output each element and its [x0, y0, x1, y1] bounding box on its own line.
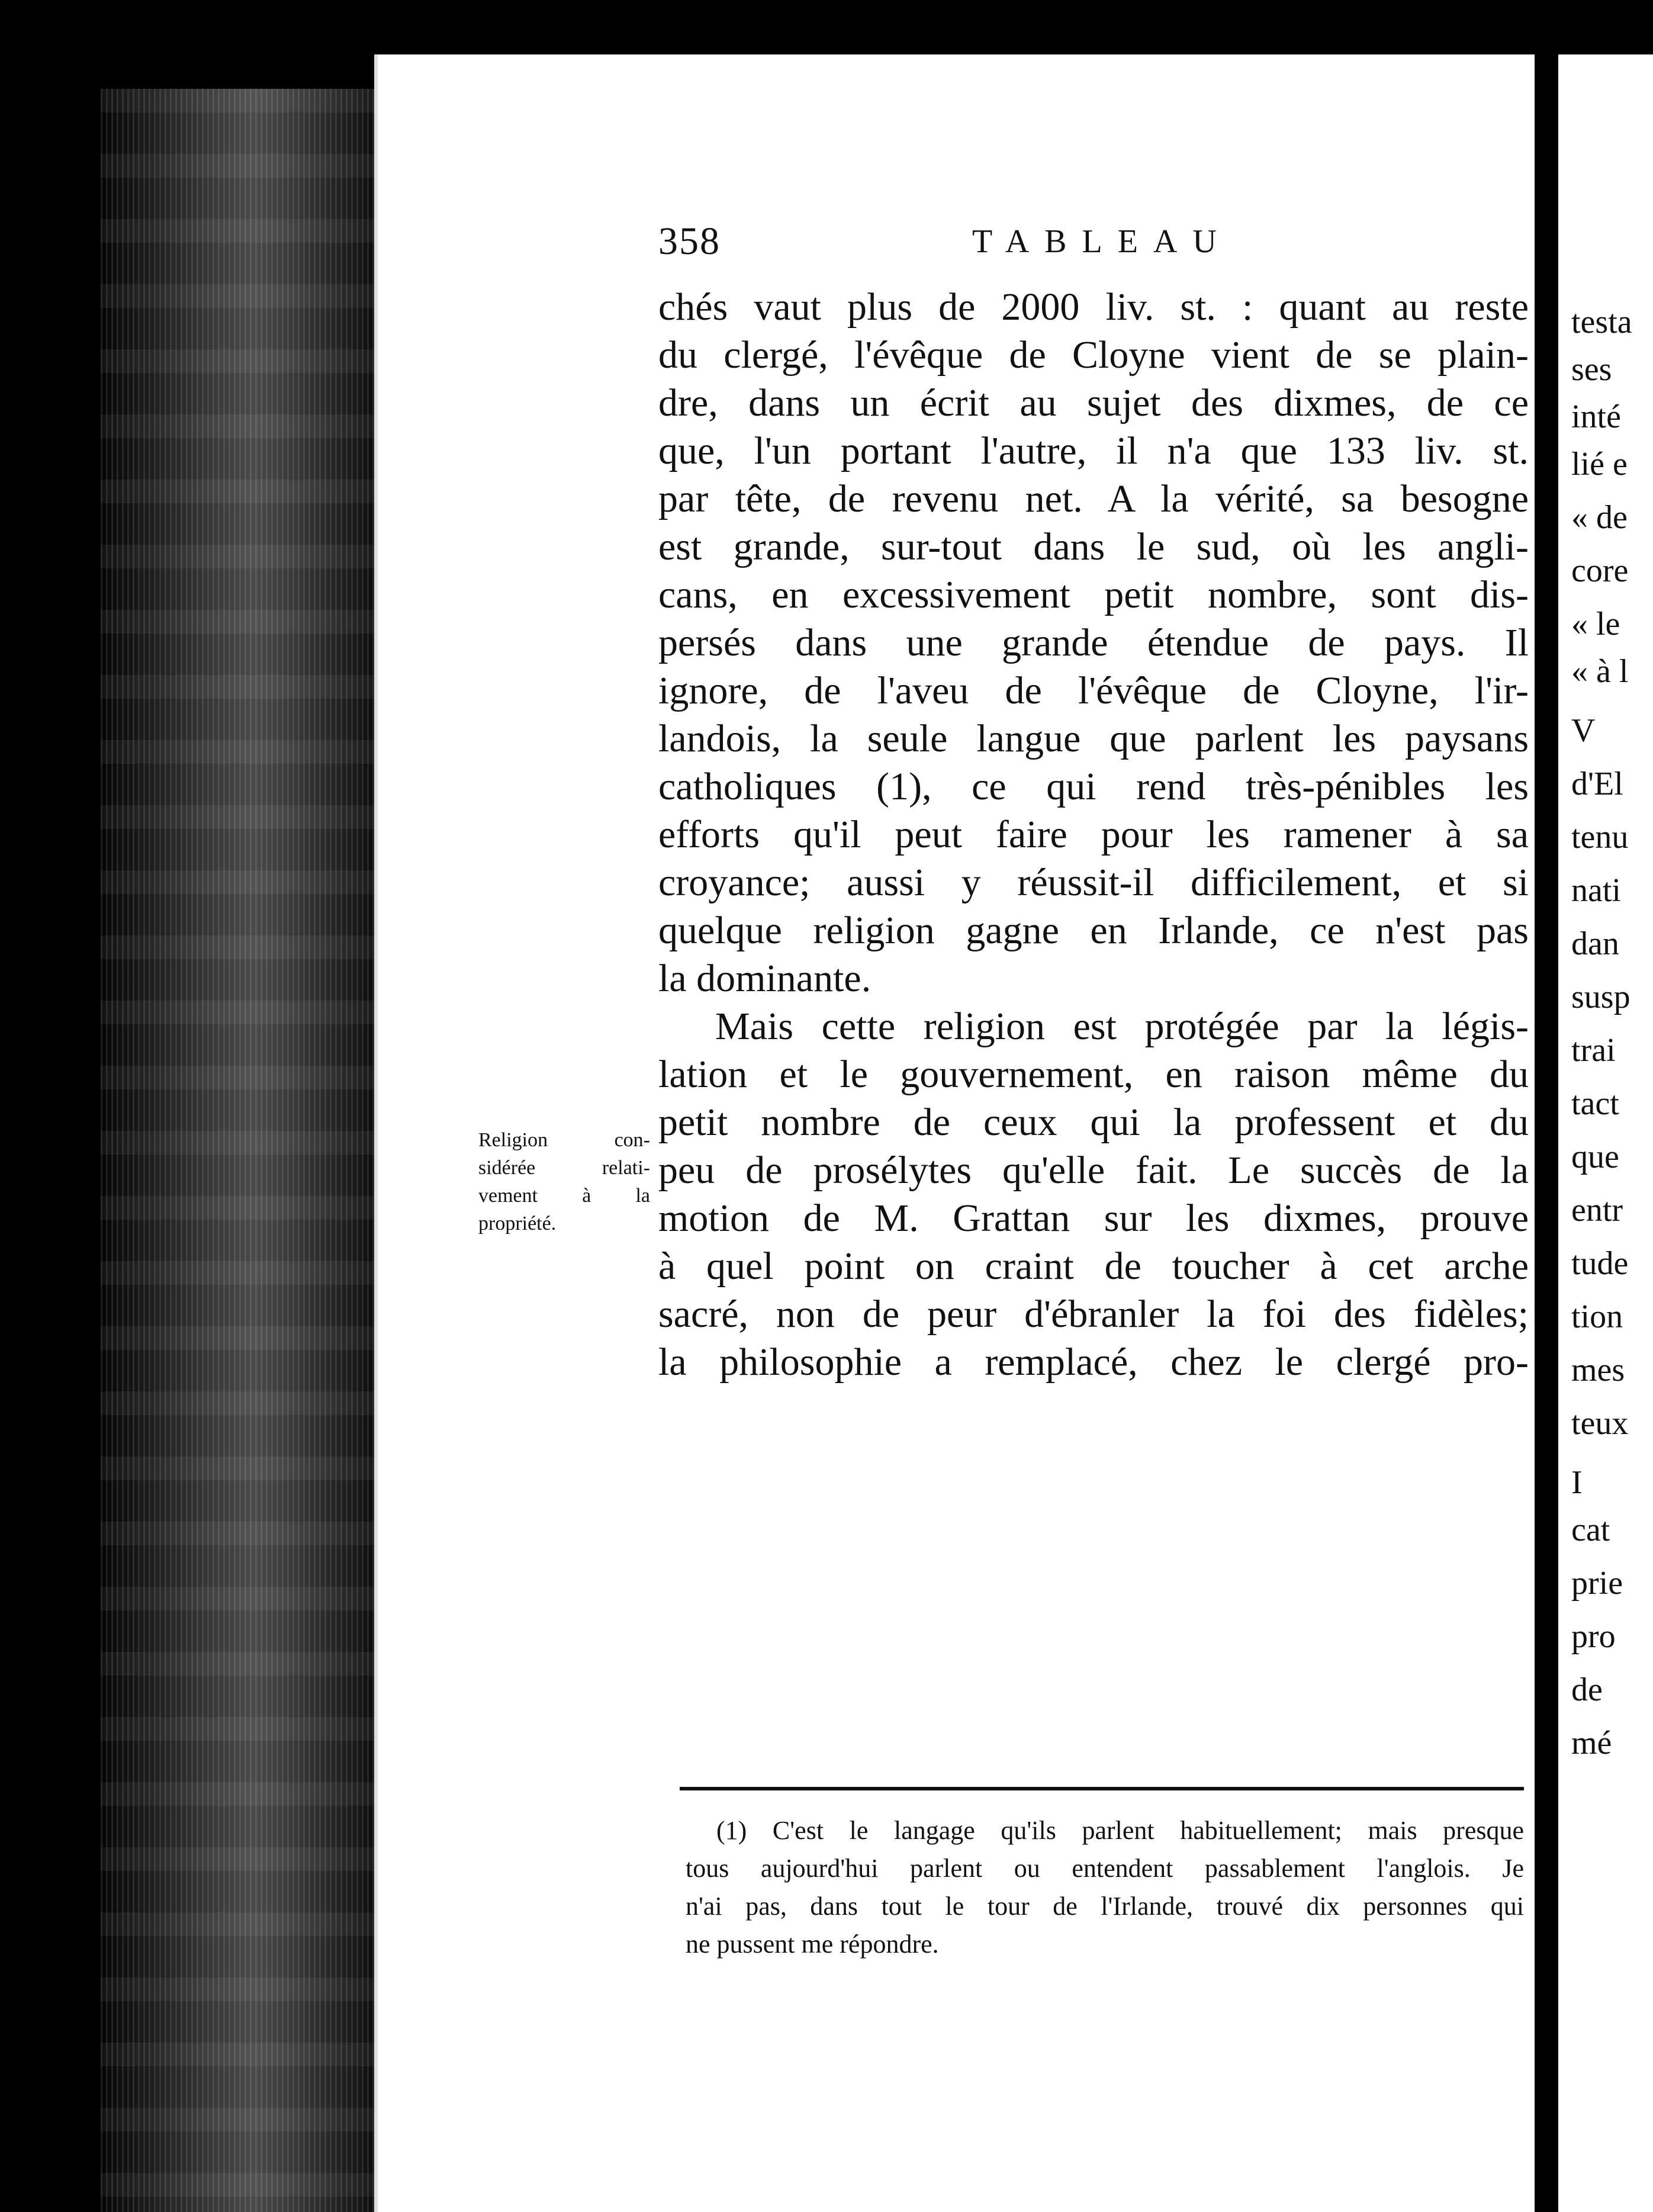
adjacent-page-fragment: trai: [1571, 1032, 1616, 1069]
text-line: persés dans une grande étendue de pays. Il: [658, 621, 1529, 664]
text-line: Mais cette religion est protégée par la légis-: [715, 1005, 1529, 1048]
adjacent-page-fragment: prie: [1571, 1565, 1623, 1602]
text-line: à quel point on craint de toucher à cet arche: [658, 1245, 1529, 1288]
text-line: chés vaut plus de 2000 liv. st. : quant au reste: [658, 285, 1529, 329]
footnote-rule: [680, 1787, 1524, 1790]
adjacent-page-fragment: mé: [1571, 1725, 1612, 1761]
page-number: 358: [658, 220, 721, 263]
adjacent-page-fragment: mes: [1571, 1352, 1625, 1388]
margin-note-line: sidérée relati-: [478, 1157, 650, 1179]
adjacent-page-fragment: testa: [1571, 304, 1632, 340]
text-line: landois, la seule langue que parlent les paysans: [658, 717, 1529, 760]
adjacent-page-edge: [1558, 54, 1653, 2212]
book-spine: [101, 89, 379, 2212]
adjacent-page-fragment: de: [1571, 1671, 1603, 1708]
text-line: sacré, non de peur d'ébranler la foi des fidèles;: [658, 1293, 1529, 1336]
adjacent-page-fragment: cat: [1571, 1512, 1610, 1548]
page-header: [658, 219, 1523, 272]
text-line: efforts qu'il peut faire pour les ramener à sa: [658, 813, 1529, 856]
adjacent-page-fragment: ses: [1571, 351, 1612, 388]
adjacent-page-fragment: nati: [1571, 872, 1621, 909]
text-line: petit nombre de ceux qui la professent et du: [658, 1101, 1529, 1144]
footnote: [686, 1812, 1524, 1963]
text-line: par tête, de revenu net. A la vérité, sa besogne: [658, 477, 1529, 520]
text-line: peu de prosélytes qu'elle fait. Le succès de la: [658, 1149, 1529, 1192]
adjacent-page-fragment: teux: [1571, 1405, 1629, 1442]
text-line: la philosophie a remplacé, chez le clergé pro-: [658, 1340, 1529, 1384]
text-line: que, l'un portant l'autre, il n'a que 133 liv. st.: [658, 429, 1529, 472]
text-line: cans, en excessivement petit nombre, sont dis-: [658, 573, 1529, 616]
margin-note-line: propriété.: [478, 1213, 557, 1234]
adjacent-page-fragment: « à l: [1571, 653, 1629, 690]
margin-note-line: vement à la: [478, 1185, 650, 1207]
adjacent-page-fragment: que: [1571, 1139, 1619, 1175]
adjacent-page-fragment: « de: [1571, 499, 1628, 536]
text-line: croyance; aussi y réussit-il difficilement, et si: [658, 861, 1529, 904]
footnote-line: n'ai pas, dans tout le tour de l'Irlande, trouvé dix personnes qui: [686, 1892, 1524, 1921]
main-text: [658, 283, 1529, 1386]
adjacent-page-fragment: core: [1571, 552, 1629, 589]
adjacent-page-fragment: tenu: [1571, 819, 1629, 856]
footnote-line: ne pussent me répondre.: [686, 1930, 939, 1959]
text-line: du clergé, l'évêque de Cloyne vient de se plain-: [658, 333, 1529, 377]
text-line: ignore, de l'aveu de l'évêque de Cloyne, l'ir-: [658, 669, 1529, 712]
text-line: dre, dans un écrit au sujet des dixmes, de ce: [658, 381, 1529, 425]
adjacent-page-fragment: d'El: [1571, 766, 1623, 802]
adjacent-page-fragment: pro: [1571, 1618, 1616, 1655]
adjacent-page-fragment: tact: [1571, 1085, 1619, 1122]
text-line: est grande, sur-tout dans le sud, où les angli-: [658, 525, 1529, 568]
text-line: quelque religion gagne en Irlande, ce n'est pas: [658, 909, 1529, 952]
margin-note-line: Religion con-: [478, 1129, 650, 1151]
adjacent-page-fragment: entr: [1571, 1192, 1623, 1229]
adjacent-page-fragment: V: [1571, 712, 1596, 749]
footnote-line: (1) C'est le langage qu'ils parlent habituellement; mais presque: [716, 1816, 1524, 1845]
adjacent-page-fragment: dan: [1571, 925, 1619, 962]
text-line: motion de M. Grattan sur les dixmes, prouve: [658, 1197, 1529, 1240]
adjacent-page-fragment: « le: [1571, 606, 1620, 642]
adjacent-page-fragment: I: [1571, 1464, 1583, 1501]
running-head: TABLEAU: [972, 223, 1232, 260]
text-line: catholiques (1), ce qui rend très-pénibles les: [658, 765, 1529, 808]
adjacent-page-fragment: susp: [1571, 979, 1631, 1015]
footnote-line: tous aujourd'hui parlent ou entendent passablement l'anglois. Je: [686, 1854, 1524, 1883]
adjacent-page-fragment: tion: [1571, 1298, 1623, 1335]
adjacent-page-fragment: lié e: [1571, 446, 1628, 483]
adjacent-page-fragment: tude: [1571, 1245, 1629, 1282]
text-line: lation et le gouvernement, en raison même du: [658, 1053, 1529, 1096]
adjacent-page-fragment: inté: [1571, 398, 1621, 435]
margin-note: [478, 1126, 650, 1237]
text-line: la dominante.: [658, 957, 871, 1000]
